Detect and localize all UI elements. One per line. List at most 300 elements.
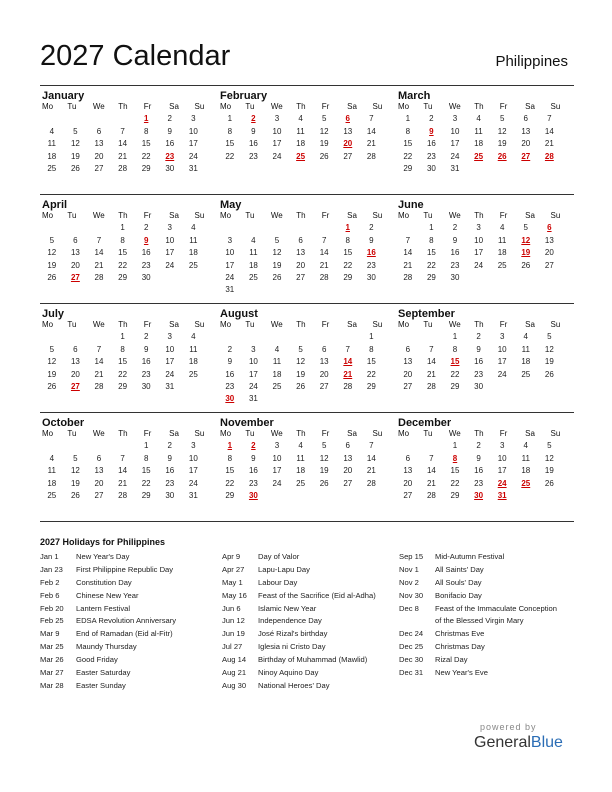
day-cell: 9 xyxy=(476,453,481,463)
day-cell: 10 xyxy=(225,248,235,258)
holiday-date: Dec 25 xyxy=(399,642,424,652)
weekday-header xyxy=(396,102,574,114)
weekday-label: Sa xyxy=(525,320,535,329)
day-cell: 9 xyxy=(369,235,374,245)
day-cell: 18 xyxy=(497,248,507,258)
day-cell: 21 xyxy=(366,466,376,476)
day-cell: 13 xyxy=(94,466,104,476)
day-cell: 7 xyxy=(321,235,327,245)
day-cell: 29 xyxy=(118,272,128,282)
month-february xyxy=(218,86,396,194)
day-cell: 24 xyxy=(272,478,282,488)
week-row xyxy=(218,139,396,151)
day-cell: 11 xyxy=(249,248,258,258)
day-cell xyxy=(265,285,289,297)
day-cell xyxy=(265,223,289,235)
day-cell: 1 xyxy=(227,114,233,124)
day-cell: 21 xyxy=(118,151,128,161)
month-name: April xyxy=(42,199,68,211)
weekday-label: Tu xyxy=(67,320,77,329)
week-row xyxy=(40,248,218,260)
day-cell: 4 xyxy=(251,235,256,245)
day-cell xyxy=(87,441,111,453)
day-cell: 6 xyxy=(321,344,327,354)
holiday-item xyxy=(40,604,176,617)
weekday-header xyxy=(40,211,218,223)
day-cell: 5 xyxy=(49,344,55,354)
day-cell: 14 xyxy=(118,466,128,476)
weekday-label: Fr xyxy=(321,320,330,329)
day-cell: 10 xyxy=(450,126,460,136)
day-cell: 17 xyxy=(272,466,282,476)
brand-logo[interactable] xyxy=(474,734,563,752)
day-cell: 26 xyxy=(544,369,554,379)
day-cell: 28 xyxy=(366,478,376,488)
holiday-name: Feast of the Immaculate Conception xyxy=(435,603,557,613)
day-cell xyxy=(87,114,111,126)
day-cell: 17 xyxy=(474,248,484,258)
day-cell: 9 xyxy=(143,344,149,354)
day-cell xyxy=(87,223,111,235)
month-name: July xyxy=(42,308,65,320)
day-cell: 12 xyxy=(47,248,57,258)
weekday-label: Fr xyxy=(499,320,508,329)
week-row xyxy=(396,491,574,503)
day-cell xyxy=(182,273,206,285)
day-cell: 8 xyxy=(369,344,374,354)
day-cell: 10 xyxy=(188,126,198,136)
day-cell: 4 xyxy=(476,114,481,124)
day-cell: 16 xyxy=(225,369,235,379)
day-cell: 10 xyxy=(248,357,258,367)
holiday-date: Feb 6 xyxy=(40,590,60,600)
day-cell xyxy=(312,223,336,235)
day-cell: 23 xyxy=(225,381,235,391)
weekday-label: Fr xyxy=(321,102,330,111)
day-cell: 24 xyxy=(165,369,175,379)
day-cell: 19 xyxy=(272,260,282,270)
day-cell: 6 xyxy=(73,344,78,354)
week-row xyxy=(218,479,396,491)
day-cell: 18 xyxy=(296,466,306,476)
day-cell: 20 xyxy=(343,466,353,476)
day-cell: 6 xyxy=(405,344,411,354)
week-row xyxy=(396,273,574,285)
day-cell: 3 xyxy=(499,332,505,342)
day-cell: 28 xyxy=(94,381,104,391)
day-cell: 21 xyxy=(366,139,376,149)
month-january xyxy=(40,86,218,194)
day-cell: 13 xyxy=(403,357,413,367)
week-row xyxy=(40,332,218,344)
holiday-date: Jun 6 xyxy=(222,603,241,613)
day-cell: 8 xyxy=(452,344,458,354)
day-cell: 7 xyxy=(120,453,125,463)
week-row xyxy=(218,454,396,466)
holiday-name: National Heroes' Day xyxy=(258,680,330,690)
day-cell: 17 xyxy=(188,466,198,476)
day-cell: 3 xyxy=(499,441,505,451)
weekday-label: Su xyxy=(194,320,205,329)
week-row xyxy=(218,248,396,260)
day-cell: 12 xyxy=(319,126,329,136)
day-cell: 15 xyxy=(118,357,128,367)
day-cell: 18 xyxy=(521,357,531,367)
day-cell: 15 xyxy=(366,357,376,367)
weekday-label: We xyxy=(92,320,105,329)
day-cell: 28 xyxy=(343,381,353,391)
day-cell: 29 xyxy=(450,490,460,500)
day-cell: 28 xyxy=(403,272,413,282)
day-cell: 15 xyxy=(141,466,151,476)
holiday-date: Jun 12 xyxy=(222,616,245,626)
weekday-label: Th xyxy=(474,102,484,111)
day-cell: 26 xyxy=(70,490,80,500)
holiday-date: Mar 28 xyxy=(40,680,64,690)
weekday-label: We xyxy=(448,211,461,220)
weekday-label: Tu xyxy=(245,320,255,329)
day-cell: 15 xyxy=(141,139,151,149)
holiday-item xyxy=(222,552,376,565)
weekday-label: Th xyxy=(296,429,306,438)
week-row xyxy=(396,466,574,478)
day-cell: 27 xyxy=(94,163,104,173)
day-cell: 11 xyxy=(474,126,483,136)
day-cell xyxy=(289,223,313,235)
day-cell: 29 xyxy=(225,490,235,500)
day-cell: 22 xyxy=(225,151,235,161)
weekday-label: Sa xyxy=(347,102,357,111)
week-row xyxy=(396,152,574,164)
day-cell: 1 xyxy=(120,332,125,342)
holiday-item xyxy=(222,681,376,694)
weekday-label: Mo xyxy=(398,320,410,329)
day-cell xyxy=(111,114,135,126)
holiday-name: New Year's Day xyxy=(76,552,130,561)
day-cell: 4 xyxy=(191,332,196,342)
weekday-header xyxy=(218,102,396,114)
weekday-label: Tu xyxy=(423,211,433,220)
page-title: 2027 Calendar xyxy=(40,40,231,72)
weekday-label: Mo xyxy=(398,429,410,438)
holiday-date: Nov 1 xyxy=(399,564,419,574)
day-cell xyxy=(218,223,242,235)
day-cell: 2 xyxy=(167,441,172,451)
weekday-label: Fr xyxy=(143,102,152,111)
week-row xyxy=(396,441,574,453)
weekday-label: Mo xyxy=(220,211,232,220)
day-cell: 29 xyxy=(118,381,128,391)
day-cell: 5 xyxy=(73,453,78,463)
day-cell: 21 xyxy=(426,369,436,379)
weekday-label: Th xyxy=(118,211,128,220)
day-cell xyxy=(336,394,360,406)
holiday-date: Feb 20 xyxy=(40,603,64,613)
day-cell: 5 xyxy=(298,344,303,354)
day-cell: 4 xyxy=(49,453,55,463)
day-cell: 12 xyxy=(544,344,554,354)
day-cell: 3 xyxy=(452,114,458,124)
day-cell xyxy=(40,223,64,235)
day-cell: 27 xyxy=(319,381,329,391)
day-cell: 5 xyxy=(73,126,78,136)
day-cell: 26 xyxy=(47,381,57,391)
day-cell xyxy=(467,273,491,285)
day-cell: 19 xyxy=(544,466,554,476)
day-cell: 23 xyxy=(165,478,175,488)
holiday-date: Feb 25 xyxy=(40,616,64,626)
weekday-label: Mo xyxy=(220,102,232,111)
holiday-date: May 16 xyxy=(222,590,247,600)
holiday-day-cell: 27 xyxy=(70,381,80,391)
day-cell: 16 xyxy=(248,466,258,476)
day-cell: 18 xyxy=(474,139,484,149)
day-cell: 13 xyxy=(521,126,531,136)
week-row xyxy=(40,345,218,357)
day-cell: 7 xyxy=(96,344,102,354)
holiday-date: Mar 9 xyxy=(40,629,60,639)
day-cell: 3 xyxy=(191,114,196,124)
holiday-name: Easter Sunday xyxy=(76,680,126,690)
day-cell: 25 xyxy=(248,272,258,282)
weekday-label: Tu xyxy=(423,102,433,111)
holiday-item xyxy=(40,655,176,668)
country-label: Philippines xyxy=(495,53,568,70)
holiday-name: Good Friday xyxy=(76,655,118,665)
day-cell xyxy=(242,285,266,297)
week-row xyxy=(396,164,574,176)
day-cell: 3 xyxy=(251,344,256,354)
day-cell xyxy=(420,441,444,453)
weekday-label: We xyxy=(92,102,105,111)
day-cell: 24 xyxy=(225,272,235,282)
day-cell: 13 xyxy=(296,248,306,258)
weekday-label: Tu xyxy=(67,211,77,220)
holiday-item xyxy=(399,642,557,655)
day-cell xyxy=(420,332,444,344)
holiday-item xyxy=(399,565,557,578)
day-cell xyxy=(64,114,88,126)
day-cell: 11 xyxy=(272,357,282,367)
weekday-label: Fr xyxy=(499,211,508,220)
day-cell xyxy=(514,382,538,394)
holiday-date: Dec 8 xyxy=(399,603,419,613)
weekday-header xyxy=(218,211,396,223)
week-row xyxy=(218,394,396,406)
day-cell: 22 xyxy=(450,369,460,379)
day-cell: 20 xyxy=(403,478,413,488)
day-cell: 30 xyxy=(450,272,460,282)
day-cell xyxy=(158,273,182,285)
day-cell xyxy=(242,332,266,344)
holiday-day-cell: 1 xyxy=(227,441,233,451)
holiday-day-cell: 31 xyxy=(497,490,507,500)
holiday-name: All Saints' Day xyxy=(435,564,484,574)
week-row xyxy=(218,357,396,369)
day-cell: 29 xyxy=(403,163,413,173)
holiday-name: New Year's Eve xyxy=(435,668,488,678)
day-cell: 6 xyxy=(523,114,528,124)
day-cell: 8 xyxy=(120,235,125,245)
day-cell: 7 xyxy=(369,114,374,124)
day-cell: 14 xyxy=(94,248,104,258)
day-cell: 3 xyxy=(227,235,233,245)
day-cell: 25 xyxy=(521,369,531,379)
weekday-label: Fr xyxy=(499,429,508,438)
day-cell: 8 xyxy=(345,235,350,245)
week-row xyxy=(40,114,218,126)
day-cell: 18 xyxy=(272,369,282,379)
day-cell: 7 xyxy=(345,344,350,354)
day-cell: 11 xyxy=(521,453,530,463)
day-cell: 20 xyxy=(94,478,104,488)
day-cell xyxy=(87,332,111,344)
day-cell: 7 xyxy=(429,453,434,463)
day-cell: 10 xyxy=(497,453,507,463)
day-cell: 4 xyxy=(298,441,303,451)
day-cell: 2 xyxy=(429,114,434,124)
weekday-label: We xyxy=(92,211,105,220)
weekday-label: Su xyxy=(194,429,205,438)
day-cell: 20 xyxy=(94,151,104,161)
day-cell: 18 xyxy=(188,248,198,258)
day-cell: 3 xyxy=(167,332,172,342)
day-cell xyxy=(538,273,562,285)
month-october xyxy=(40,413,218,521)
day-cell: 4 xyxy=(191,223,196,233)
holiday-date: Apr 9 xyxy=(222,552,241,561)
week-row xyxy=(40,357,218,369)
week-row xyxy=(218,127,396,139)
holiday-name: Islamic New Year xyxy=(258,603,317,613)
weekday-label: Su xyxy=(194,102,205,111)
day-cell: 11 xyxy=(498,235,507,245)
week-row xyxy=(218,114,396,126)
day-cell xyxy=(182,382,206,394)
day-cell: 13 xyxy=(343,126,353,136)
day-cell: 9 xyxy=(251,453,256,463)
holiday-item xyxy=(399,655,557,668)
day-cell: 10 xyxy=(165,344,175,354)
holiday-item xyxy=(40,616,176,629)
day-cell xyxy=(514,491,538,503)
week-row xyxy=(396,114,574,126)
day-cell: 30 xyxy=(474,381,484,391)
holiday-day-cell: 2 xyxy=(251,114,256,124)
holiday-item xyxy=(399,552,557,565)
holiday-day-cell: 25 xyxy=(521,478,531,488)
day-cell xyxy=(40,441,64,453)
month-name: November xyxy=(220,417,274,429)
day-cell: 16 xyxy=(141,357,151,367)
day-cell: 10 xyxy=(272,126,282,136)
day-cell xyxy=(490,164,514,176)
day-cell: 20 xyxy=(296,260,306,270)
day-cell: 1 xyxy=(369,332,374,342)
day-cell: 7 xyxy=(405,235,411,245)
holiday-day-cell: 20 xyxy=(343,139,353,149)
day-cell: 22 xyxy=(403,151,413,161)
holiday-item xyxy=(40,552,176,565)
day-cell xyxy=(265,394,289,406)
holiday-day-cell: 14 xyxy=(343,357,353,367)
day-cell: 7 xyxy=(429,344,434,354)
day-cell: 6 xyxy=(73,235,78,245)
day-cell: 28 xyxy=(118,490,128,500)
weekday-label: We xyxy=(270,211,283,220)
weekday-label: Th xyxy=(296,320,306,329)
day-cell: 20 xyxy=(403,369,413,379)
day-cell: 2 xyxy=(167,114,172,124)
day-cell: 26 xyxy=(47,272,57,282)
week-row xyxy=(396,370,574,382)
day-cell: 1 xyxy=(405,114,411,124)
holiday-name: Easter Saturday xyxy=(76,668,131,678)
holiday-date: Apr 27 xyxy=(222,564,245,574)
weekday-label: Tu xyxy=(67,102,77,111)
holiday-day-cell: 27 xyxy=(70,272,80,282)
holiday-column xyxy=(40,552,176,694)
day-cell: 15 xyxy=(450,466,460,476)
day-cell: 21 xyxy=(94,369,104,379)
day-cell: 16 xyxy=(450,248,460,258)
day-cell: 27 xyxy=(296,272,306,282)
day-cell: 28 xyxy=(426,490,436,500)
day-cell: 13 xyxy=(343,453,353,463)
day-cell: 8 xyxy=(143,126,149,136)
day-cell: 7 xyxy=(547,114,552,124)
weekday-label: Sa xyxy=(169,211,179,220)
weekday-label: Su xyxy=(194,211,205,220)
day-cell xyxy=(360,285,384,297)
day-cell xyxy=(111,441,135,453)
holiday-day-cell: 9 xyxy=(429,126,434,136)
weekday-label: Tu xyxy=(245,211,255,220)
holiday-day-cell: 1 xyxy=(143,114,149,124)
day-cell: 30 xyxy=(366,272,376,282)
day-cell: 8 xyxy=(120,344,125,354)
day-cell: 25 xyxy=(497,260,507,270)
day-cell: 5 xyxy=(49,235,55,245)
day-cell: 25 xyxy=(188,369,198,379)
day-cell: 22 xyxy=(343,260,353,270)
day-cell xyxy=(360,491,384,503)
day-cell: 19 xyxy=(47,369,57,379)
day-cell: 1 xyxy=(120,223,125,233)
day-cell: 15 xyxy=(343,248,353,258)
weekday-label: Fr xyxy=(321,211,330,220)
holiday-name: Lapu-Lapu Day xyxy=(258,564,310,574)
day-cell: 11 xyxy=(296,126,305,136)
weekday-label: We xyxy=(448,102,461,111)
day-cell: 29 xyxy=(366,381,376,391)
weekday-label: Th xyxy=(474,211,484,220)
holiday-item xyxy=(399,578,557,591)
day-cell: 17 xyxy=(272,139,282,149)
holiday-item xyxy=(222,655,376,668)
holiday-date: Aug 14 xyxy=(222,655,247,665)
day-cell: 10 xyxy=(188,453,198,463)
day-cell: 25 xyxy=(47,490,57,500)
holiday-day-cell: 24 xyxy=(497,478,507,488)
holiday-name: of the Blessed Virgin Mary xyxy=(435,616,524,626)
weekday-label: Mo xyxy=(42,211,54,220)
day-cell: 3 xyxy=(274,114,280,124)
week-row xyxy=(40,139,218,151)
day-cell: 14 xyxy=(426,357,436,367)
day-cell: 18 xyxy=(188,357,198,367)
weekday-label: We xyxy=(448,429,461,438)
